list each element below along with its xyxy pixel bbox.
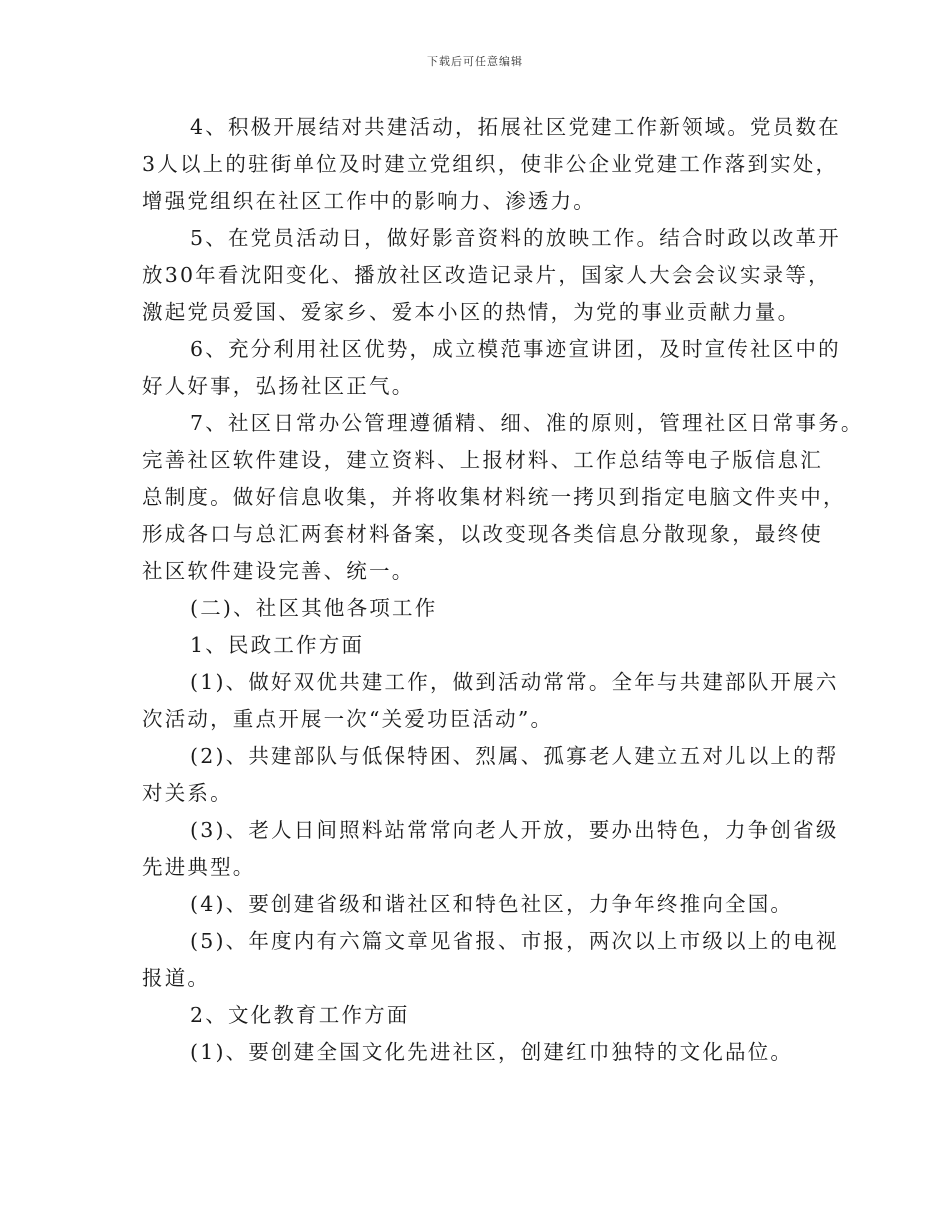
body-line-4: 5、在党员活动日，做好影音资料的放映工作。结合时政以改革开: [190, 226, 841, 250]
body-line-21: 先进典型。: [142, 855, 256, 879]
body-line-17: 次活动，重点开展一次“关爱功臣活动”。: [142, 707, 554, 731]
body-line-7: 6、充分利用社区优势，成立模范事迹宣讲团，及时宣传社区中的: [190, 337, 841, 361]
body-line-22: (4)、要创建省级和谐社区和特色社区，力争年终推向全国。: [190, 892, 794, 916]
body-line-24: 报道。: [142, 966, 211, 990]
body-line-2: 3人以上的驻街单位及时建立党组织，使非公企业党建工作落到实处，: [142, 152, 839, 176]
body-line-19: 对关系。: [142, 781, 233, 805]
body-line-26: (1)、要创建全国文化先进社区，创建红巾独特的文化品位。: [190, 1040, 794, 1064]
body-line-8: 好人好事，弘扬社区正气。: [142, 374, 415, 398]
body-line-20: (3)、老人日间照料站常常向老人开放，要办出特色，力争创省级: [190, 818, 839, 842]
subsection-heading-2: 2、文化教育工作方面: [190, 1003, 410, 1027]
body-line-11: 总制度。做好信息收集，并将收集材料统一拷贝到指定电脑文件夹中，: [142, 485, 846, 509]
body-line-9: 7、社区日常办公管理遵循精、细、准的原则，管理社区日常事务。: [190, 411, 864, 435]
header-note: 下载后可任意编辑: [427, 55, 523, 68]
body-line-23: (5)、年度内有六篇文章见省报、市报，两次以上市级以上的电视: [190, 929, 839, 953]
body-line-16: (1)、做好双优共建工作，做到活动常常。全年与共建部队开展六: [190, 670, 839, 694]
body-line-6: 激起党员爱国、爱家乡、爱本小区的热情，为党的事业贡献力量。: [142, 300, 801, 324]
body-line-5: 放30年看沈阳变化、播放社区改造记录片，国家人大会会议实录等，: [142, 263, 831, 287]
body-line-18: (2)、共建部队与低保特困、烈属、孤寡老人建立五对儿以上的帮: [190, 744, 839, 768]
section-heading: (二)、社区其他各项工作: [190, 596, 438, 620]
body-line-1: 4、积极开展结对共建活动，拓展社区党建工作新领域。党员数在: [190, 115, 841, 139]
body-line-12: 形成各口与总汇两套材料备案，以改变现各类信息分散现象，最终使: [142, 522, 823, 546]
body-line-13: 社区软件建设完善、统一。: [142, 559, 415, 583]
body-line-10: 完善社区软件建设，建立资料、上报材料、工作总结等电子版信息汇: [142, 448, 823, 472]
body-line-3: 增强党组织在社区工作中的影响力、渗透力。: [142, 189, 596, 213]
subsection-heading-1: 1、民政工作方面: [190, 633, 365, 657]
